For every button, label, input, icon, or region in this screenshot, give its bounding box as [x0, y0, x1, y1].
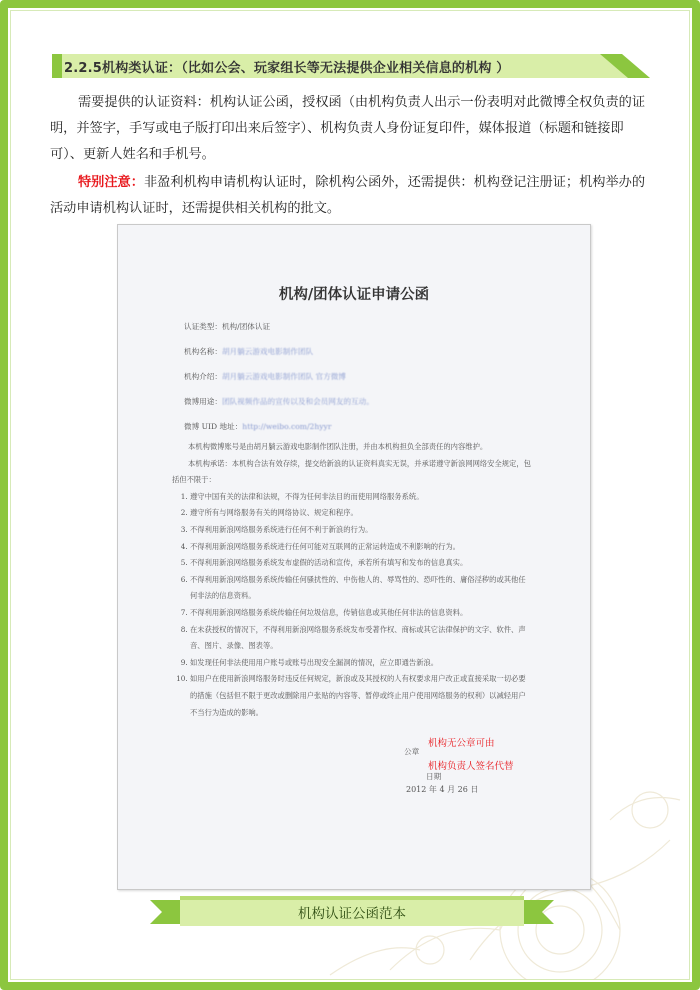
rule-item: 10. 如用户在使用新浪网络服务时违反任何规定，新浪或及其授权的人有权要求用户改正或直接采取一切必要的措施（包括但不限于更改或删除用户张贴的内容等、暂停或终止用户使用网络服务的权利）以减轻用户不当行为造成的影响。: [190, 671, 532, 721]
special-note-label: 特别注意：: [78, 175, 144, 190]
field-cert-type: 认证类型：机构/团体认证: [184, 322, 271, 331]
rule-item: 4. 不得利用新浪网络服务系统进行任何可能对互联网的正常运转造成不利影响的行为。: [190, 539, 532, 556]
rule-item: 6. 不得利用新浪网络服务系统传输任何骚扰性的、中伤他人的、辱骂性的、恐吓性的、庸俗淫秽的或其他任何非法的信息资料。: [190, 572, 532, 605]
special-note-paragraph: [50, 170, 652, 222]
section-banner: [52, 54, 650, 78]
rule-item: 3. 不得利用新浪网络服务系统进行任何不利于新浪的行为。: [190, 522, 532, 539]
date-label: 日期: [426, 772, 442, 781]
field-weibo-uid: 微博 UID 地址：http://weibo.com/2hyyr: [184, 422, 332, 431]
rule-item: 5. 不得利用新浪网络服务系统发布虚假的活动和宣传，承若所有填写和发布的信息真实。: [190, 555, 532, 572]
scanned-letter-image: [117, 224, 591, 890]
red-note-line-1: 机构无公章可由: [428, 738, 495, 749]
statement-2: 本机构承诺：本机构合法有效存续，提交给新浪的认证资料真实无误，并承诺遵守新浪网网络安全规定，包括但不限于：: [172, 458, 531, 485]
rule-item: 1. 遵守中国有关的法律和法规，不得为任何非法目的而使用网络服务系统。: [190, 489, 532, 506]
special-note-text: 非盈利机构申请机构认证时，除机构公函外，还需提供：机构登记注册证；机构举办的活动申请机构认证时，还需提供相关机构的批文。: [50, 175, 646, 216]
rule-item: 2. 遵守所有与网络服务有关的网络协议、规定和程序。: [190, 505, 532, 522]
field-weibo-use: 微博用途：团队视频作品的宣传以及和会员网友的互动。: [184, 397, 374, 406]
rule-item: 7. 不得利用新浪网络服务系统传输任何垃圾信息，传销信息或其他任何非法的信息资料。: [190, 605, 532, 622]
letter-date: 2012 年 4 月 26 日: [406, 785, 479, 794]
field-org-name: 机构名称：胡月躺云游戏电影制作团队: [184, 347, 314, 356]
rule-item: 8. 在未获授权的情况下，不得利用新浪网络服务系统发布受著作权、商标或其它法律保护的文字、软件、声音、图片、录像、图表等。: [190, 622, 532, 655]
field-org-intro: 机构介绍：胡月躺云游戏电影制作团队 官方微博: [184, 372, 346, 381]
statement-1: 本机构微博账号是由胡月躺云游戏电影制作团队注册，并由本机构担负全部责任的内容维护。: [188, 442, 488, 451]
letter-title: 机构/团体认证申请公函: [278, 286, 430, 303]
red-note-line-2: 机构负责人签名代替: [428, 761, 514, 772]
caption-banner: [150, 896, 554, 928]
rule-item: 9. 如发现任何非法使用用户账号或账号出现安全漏洞的情况，应立即通告新浪。: [190, 655, 532, 672]
figure-caption: 机构认证公函范本: [298, 906, 406, 922]
section-title: 2.2.5机构类认证：（比如公会、玩家组长等无法提供企业相关信息的机构 ）: [64, 61, 510, 76]
seal-label: 公章: [404, 747, 420, 756]
requirements-paragraph: 需要提供的认证资料：机构认证公函，授权函（由机构负责人出示一份表明对此微博全权负责的证明，并签字，手写或电子版打印出来后签字）、机构负责人身份证复印件，媒体报道（标题和链接即可）、更新人姓名和手机号。: [50, 95, 646, 162]
letter-body: [172, 439, 532, 721]
rules-list: [172, 489, 532, 721]
